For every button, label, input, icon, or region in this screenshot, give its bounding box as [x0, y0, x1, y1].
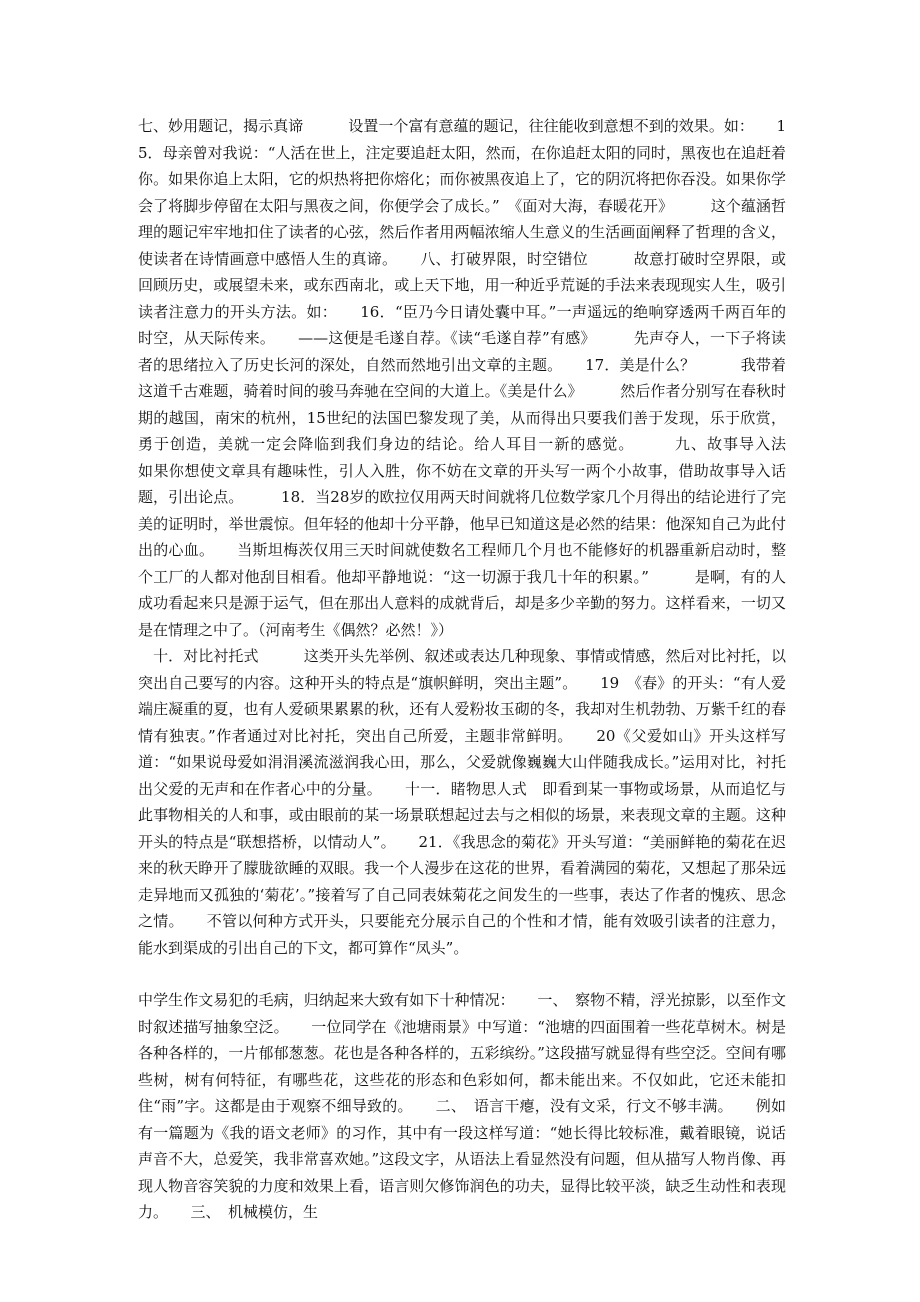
document-page: [138, 113, 786, 1226]
body-paragraph-opening-methods: 七、妙用题记，揭示真谛 设置一个富有意蕴的题记，往往能收到意想不到的效果。如： 15．母亲曾对我说：“人活在世上，注定要追赶太阳，然而，在你追赶太阳的同时，黑夜也在追赶着你。如果你追上太阳，它的炽热将把你熔化；而你被黑夜追上了，它的阴沉将把你吞没。如果你学会了将脚步停留在太阳与黑夜之间，你便学会了成长。” 《面对大海，春暖花开》 这个蕴涵哲理的题记牢牢地扣住了读者的心弦，然后作者用两幅浓缩人生意义的生活画面阐释了哲理的含义，使读者在诗情画意中感悟人生的真谛。 八、打破界限，时空错位 故意打破时空界限，或回顾历史，或展望未来，或东西南北，或上天下地，用一种近乎荒诞的手法来表现现实人生，吸引读者注意力的开头方法。如： 16．“臣乃今日请处囊中耳。”一声遥远的绝响穿透两千两百年的时空，从天际传来。 ——这便是毛遂自荐。《读“毛遂自荐”有感》 先声夺人，一下子将读者的思绪拉入了历史长河的深处，自然而然地引出文章的主题。 17．美是什么？ 我带着这道千古难题，骑着时间的骏马奔驰在空间的大道上。《美是什么》 然后作者分别写在春秋时期的越国，南宋的杭州，15世纪的法国巴黎发现了美，从而得出只要我们善于发现，乐于欣赏，勇于创造，美就一定会降临到我们身边的结论。给人耳目一新的感觉。 九、故事导入法 如果你想使文章具有趣味性，引人入胜，你不妨在文章的开头写一两个小故事，借助故事导入话题，引出论点。 18．当28岁的欧拉仅用两天时间就将几位数学家几个月得出的结论进行了完美的证明时，举世震惊。但年轻的他却十分平静，他早已知道这是必然的结果：他深知自己为此付出的心血。 当斯坦梅茨仅用三天时间就使数名工程师几个月也不能修好的机器重新启动时，整个工厂的人都对他刮目相看。他却平静地说：“这一切源于我几十年的积累。” 是啊，有的人成功看起来只是源于运气，但在那出人意料的成就背后，却是多少辛勤的努力。这样看来，一切又是在情理之中了。（河南考生《偶然？必然！》） 十．对比衬托式 这类开头先举例、叙述或表达几种现象、事情或情感，然后对比衬托，以突出自己要写的内容。这种开头的特点是“旗帜鲜明，突出主题”。 19 《春》的开头：“有人爱端庄凝重的夏，也有人爱硕果累累的秋，还有人爱粉妆玉砌的冬，我却对生机勃勃、万紫千红的春情有独衷。”作者通过对比衬托，突出自己所爱，主题非常鲜明。 20《父爱如山》开头这样写道：“如果说母爱如涓涓溪流滋润我心田，那么，父爱就像巍巍大山伴随我成长。”运用对比，衬托出父爱的无声和在作者心中的分量。 十一．睹物思人式 即看到某一事物或场景，从而追忆与此事物相关的人和事，或由眼前的某一场景联想起过去与之相似的场景，来表现文章的主题。这种开头的特点是“联想搭桥，以情动人”。 21．《我思念的菊花》开头写道：“美丽鲜艳的菊花在迟来的秋天睁开了朦胧欲睡的双眼。我一个人漫步在这花的世界，看着满园的菊花，又想起了那朵远走异地而又孤独的‘菊花’。”接着写了自己同表妹菊花之间发生的一些事，表达了作者的愧疚、思念之情。 不管以何种方式开头，只要能充分展示自己的个性和才情，能有效吸引读者的注意力，能水到渠成的引出自己的下文，都可算作“凤头”。: [138, 117, 786, 957]
body-paragraph-common-faults: 中学生作文易犯的毛病，归纳起来大致有如下十种情况： 一、 察物不精，浮光掠影，以至作文时叙述描写抽象空泛。 一位同学在《池塘雨景》中写道：“池塘的四面围着一些花草树木。树是各种各样的，一片郁郁葱葱。花也是各种各样的，五彩缤纷。”这段描写就显得有些空泛。空间有哪些树，树有何特征，有哪些花，这些花的形态和色彩如何，都未能出来。不仅如此，它还未能扣住“雨”字。这都是由于观察不细导致的。 二、 语言干瘪，没有文采，行文不够丰满。 例如有一篇题为《我的语文老师》的习作，其中有一段这样写道：“她长得比较标准，戴着眼镜，说话声音不大，总爱笑，我非常喜欢她。”这段文字，从语法上看显然没有问题，但从描写人物肖像、再现人物音容笑貌的力度和效果上看，语言则欠修饰润色的功夫，显得比较平淡，缺乏生动性和表现力。 三、 机械模仿，生: [138, 991, 786, 1221]
paragraph-gap: [138, 961, 786, 987]
